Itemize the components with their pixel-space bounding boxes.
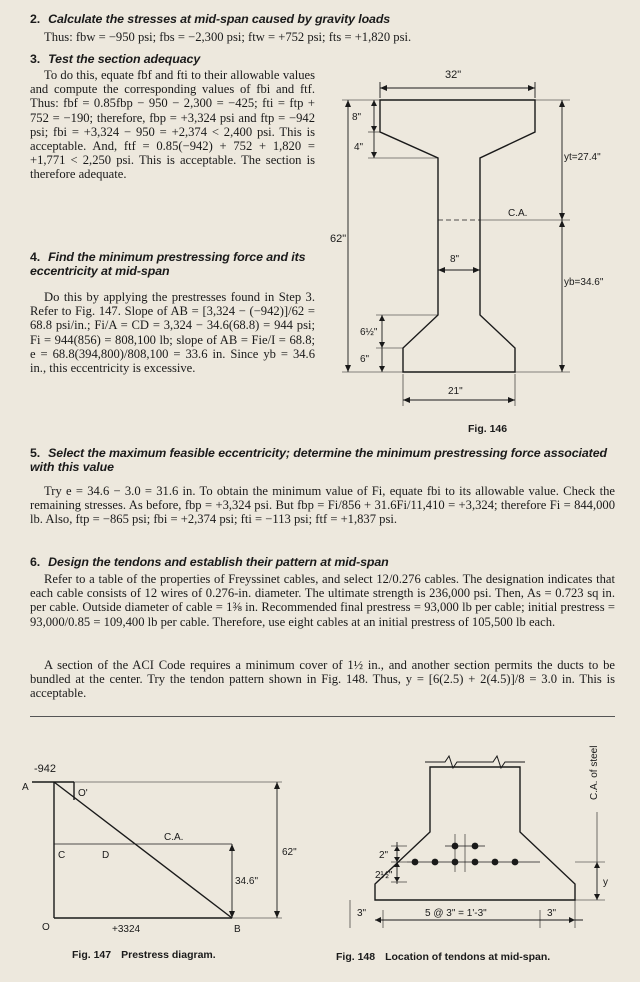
fig148-ca-steel-label: C.A. of steel xyxy=(589,745,600,800)
step5-heading xyxy=(30,446,615,474)
fig147-label-C: C xyxy=(58,850,66,861)
fig147-yb-label: 34.6" xyxy=(235,876,259,887)
step2-title: Calculate the stresses at mid-span caused by gravity loads xyxy=(48,12,391,26)
step6-number: 6. xyxy=(30,555,41,569)
fig146-bottom-width-label: 21" xyxy=(448,386,463,397)
fig146-top-flange-label: 8" xyxy=(352,112,362,123)
step4-text: Do this by applying the prestresses found in Step 3. Refer to Fig. 147. Slope of AB = [3,324 − (−942)]/62 = 68.8 psi/in.; Fi/A = CD = 3,324 − 34.6(68.8) = 944 psi; Fi = 944(856) = 808,100 lb; slope of AB = Fie/I = 68.8; e = 68.8(394,800)/808,100 = 33.6 in. Since yb = 34.6 in., this eccentricity is excessive. xyxy=(30,290,315,376)
step3-title: Test the section adequacy xyxy=(48,52,201,66)
step4-number: 4. xyxy=(30,250,41,264)
step5-number: 5. xyxy=(30,446,41,460)
section-outline xyxy=(375,767,575,900)
fig148-caption xyxy=(336,951,550,963)
fig146-fillet-bottom-label: 6½" xyxy=(360,327,378,338)
fig147-bottom-value: +3324 xyxy=(112,924,141,935)
step2-text: Thus: fbw = −950 psi; fbs = −2,300 psi; ftw = +752 psi; fts = +1,820 psi. xyxy=(44,30,412,44)
step6-text-1: Refer to a table of the properties of Freyssinet cables, and select 12/0.276 cables. The designation indicates that each cable consists of 12 wires of 0.276-in. diameter. The ultimate strength is 236,000 psi. Then, As = 0.723 sq in. per cable. Outside diameter of cable = 1⅜ in. Recommended final prestress = 93,000 lb per cable; initial prestress = 93,000/0.85 = 109,400 lb per cable. Therefore, use eight cables at an initial prestress of 105,500 lb each. xyxy=(30,572,615,629)
fig147-caption xyxy=(72,949,216,961)
ibeam-outline xyxy=(380,100,535,372)
fig148-caption-label: Fig. 148 xyxy=(336,951,376,963)
fig148-spacing-label: 5 @ 3" = 1'-3" xyxy=(425,908,487,919)
fig148-spacing-top-label: 2" xyxy=(379,850,389,861)
fig146-yb-label: yb=34.6" xyxy=(564,277,604,288)
fig148-spacing-bottom-label: 2½" xyxy=(375,870,393,881)
step6-heading xyxy=(30,555,389,569)
step3-text: To do this, equate fbf and fti to their allowable values and compute the corresponding values of fbi and ftf. Thus: fbf = 0.85fbp − 950 − 2,300 = −425; fti = ftp + 752 = −190; therefore, fbp = +3,324 psi and ftp = −942 psi; fbi = +3,324 − 950 = +2,374 < 2,400 psi. This is acceptable. And, ftf = 0.85(−942) + 752 + 1,820 = +1,771 < 2,250 psi. This is acceptable. The section is therefore adequate. xyxy=(30,68,315,182)
fig147-prestress-diagram xyxy=(22,760,322,950)
section-divider xyxy=(30,716,615,717)
step4-title: Find the minimum prestressing force and its eccentricity at mid-span xyxy=(30,250,306,278)
fig148-label-y: y xyxy=(603,877,608,888)
step6-title: Design the tendons and establish their pattern at mid-span xyxy=(48,555,389,569)
step6-text-2: A section of the ACI Code requires a minimum cover of 1½ in., and another section permits the ducts to be bundled at the center. Try the tendon pattern shown in Fig. 148. Thus, y = [6(2.5) + 2(4.5)]/8 = 3.0 in. This is acceptable. xyxy=(30,658,615,701)
fig147-label-A: A xyxy=(22,782,29,793)
fig147-height-label: 62" xyxy=(282,847,297,858)
fig147-label-B: B xyxy=(234,924,241,935)
fig147-ca-label: C.A. xyxy=(164,832,184,843)
fig148-edge-right-label: 3" xyxy=(547,908,557,919)
fig146-yt-label: yt=27.4" xyxy=(564,152,601,163)
fig146-caption: Fig. 146 xyxy=(468,423,508,435)
fig146-web-label: 8" xyxy=(450,254,460,265)
step2-number: 2. xyxy=(30,12,41,26)
fig148-edge-left-label: 3" xyxy=(357,908,367,919)
fig147-label-D: D xyxy=(102,850,110,861)
fig147-caption-label: Fig. 147 xyxy=(72,949,112,961)
fig148-caption-title: Location of tendons at mid-span. xyxy=(385,951,551,963)
step5-text: Try e = 34.6 − 3.0 = 31.6 in. To obtain the minimum value of Fi, equate fbi to its allowable value. Check the remaining stresses. As before, fbp = +3,324 psi. But fbp = Fi/856 + 31.6Fi/11,410 = +3,324; therefore Fi = 844,000 lb. Also, ftp = −865 psi; fbi = +2,374 psi; fti = −113 psi; ftf = +1,837 psi. xyxy=(30,484,615,527)
fig147-top-value: -942 xyxy=(34,763,57,775)
step3-heading xyxy=(30,52,200,66)
step3-number: 3. xyxy=(30,52,41,66)
step2-heading xyxy=(30,12,390,26)
fig146-fillet-top-label: 4" xyxy=(354,142,364,153)
fig146-top-width-label: 32" xyxy=(445,69,462,81)
fig147-label-O-prime: O' xyxy=(78,788,88,799)
fig147-label-O: O xyxy=(42,922,50,933)
fig146-height-label: 62" xyxy=(330,233,347,245)
fig146-bottom-flange-label: 6" xyxy=(360,354,370,365)
step5-title: Select the maximum feasible eccentricity; determine the minimum prestressing force associated with this value xyxy=(30,446,607,474)
fig148-tendon-layout xyxy=(335,722,625,942)
fig146-ca-label: C.A. xyxy=(508,208,528,219)
step4-heading xyxy=(30,250,320,278)
fig146-section-drawing xyxy=(330,60,620,440)
fig147-caption-title: Prestress diagram. xyxy=(121,949,216,961)
